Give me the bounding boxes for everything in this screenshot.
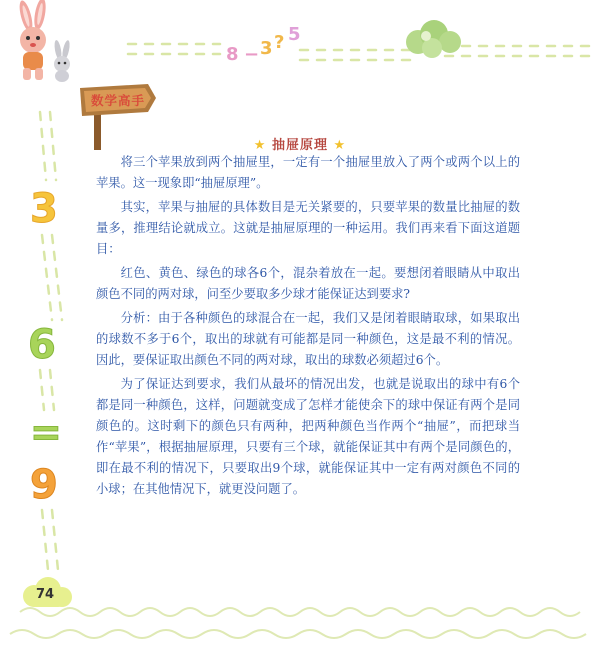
sidebar-digit-9: 9 [30,462,58,508]
star-icon: ★ [333,138,347,153]
top-dash-lines [128,44,590,60]
article-body [96,152,520,503]
paragraph: 为了保证达到要求，我们从最坏的情况出发，也就是说取出的球中有6个都是同一种颜色，这样，问题就变成了怎样才能使余下的球中保证有两个是同颜色的。这时剩下的颜色只有两种，把两种颜色当作两个“抽屉”，而把球当作“苹果”，根据抽屉原理，只要有三个球，就能保证其中有两个是同颜色的，即在最不利的情况下，只要取出9个球，就能保证其中一定有两对颜色不同的小球；在其他情况下，就更没问题了。 [96,377,520,496]
paragraph: 红色、黄色、绿色的球各6个，混杂着放在一起。要想闭着眼睛从中取出颜色不同的两对球，问至少要取多少球才能保证达到要求? [96,266,520,301]
page-number: 74 [36,587,55,602]
paragraph: 分析：由于各种颜色的球混合在一起，我们又是闭着眼睛取球，如果取出的球数不多于6个，取出的球就有可能都是同一种颜色，这是最不利的情况。因此，要保证取出颜色不同的两对球，取出的球数必须超过6个。 [96,311,520,367]
sign-text: 数学高手 [90,93,145,108]
bottom-wave-border [10,608,586,638]
equation-char: − [244,44,260,65]
rabbit-illustration-icon [17,0,71,82]
paragraph: 其实，苹果与抽屉的具体数目是无关紧要的，只要苹果的数量比抽屉的数量多，推理结论就成立。这就是抽屉原理的一种运用。我们再来看下面这道题目： [96,200,520,256]
equation-char: ? [274,32,285,53]
header-equation-art [226,26,302,68]
star-icon: ★ [253,138,267,153]
sidebar-digit-3: 3 [30,186,58,232]
article-title: 抽屉原理 [271,138,328,153]
equation-char: 8 [226,44,239,65]
article-title-row [0,134,600,153]
cloud-bush-icon [406,20,461,58]
equation-char: 3 [260,38,273,59]
equation-char: 5 [288,24,301,45]
sidebar-equals: = [30,410,62,454]
paragraph: 将三个苹果放到两个抽屉里，一定有一个抽屉里放入了两个或两个以上的苹果。这一现象即“抽屉原理”。 [96,155,520,190]
sidebar-digit-6: 6 [28,322,56,368]
